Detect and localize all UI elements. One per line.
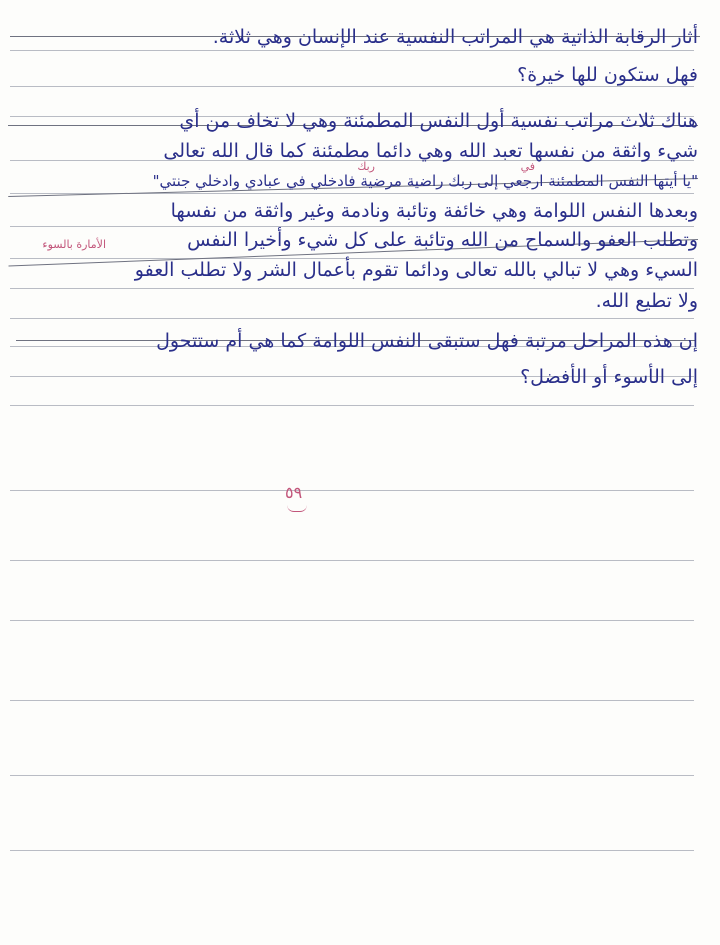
text-line-8: السيء وهي لا تبالي بالله تعالى ودائما تقوم بأعمال الشر ولا تطلب العفو	[134, 259, 698, 281]
page-number: ٥٩	[285, 483, 303, 502]
inserted-word-note: ربك	[357, 160, 375, 173]
text-line-11: إلى الأسوء أو الأفضل؟	[520, 366, 698, 388]
text-line-1: أثار الرقابة الذاتية هي المراتب النفسية عند الإنسان وهي ثلاثة.	[212, 26, 698, 48]
text-line-6: وبعدها النفس اللوامة وهي خائفة وتائبة ونادمة وغير واثقة من نفسها	[170, 200, 698, 222]
text-line-3: هناك ثلاث مراتب نفسية أول النفس المطمئنة وهي لا تخاف من أي	[179, 110, 698, 132]
text-line-9: ولا تطيع الله.	[595, 290, 698, 312]
text-line-5: "يا أيتها النفس المطمئنة ارجعي إلى ربك راضية مرضية فادخلي في عبادي وادخلي جنتي"	[152, 172, 698, 190]
ruled-line	[10, 620, 694, 621]
ruled-line	[10, 405, 694, 406]
text-line-4: شيء واثقة من نفسها تعبد الله وهي دائما مطمئنة كما قال الله تعالى	[163, 140, 698, 162]
ruled-line	[10, 490, 694, 491]
ruled-line	[10, 775, 694, 776]
text-line-10: إن هذه المراحل مرتبة فهل ستبقى النفس اللوامة كما هي أم ستتحول	[156, 330, 698, 352]
inserted-word-note: في	[520, 160, 535, 173]
ruled-line	[10, 560, 694, 561]
page-number-underline	[287, 505, 307, 512]
ruled-line	[10, 700, 694, 701]
text-line-2: فهل ستكون للها خيرة؟	[517, 64, 698, 86]
ruled-line	[10, 318, 694, 319]
ruled-line	[10, 850, 694, 851]
text-line-7: وتطلب العفو والسماح من الله وتائبة على كل شيء وأخيرا النفس	[187, 229, 698, 251]
inserted-word-note: الأمارة بالسوء	[42, 238, 106, 251]
